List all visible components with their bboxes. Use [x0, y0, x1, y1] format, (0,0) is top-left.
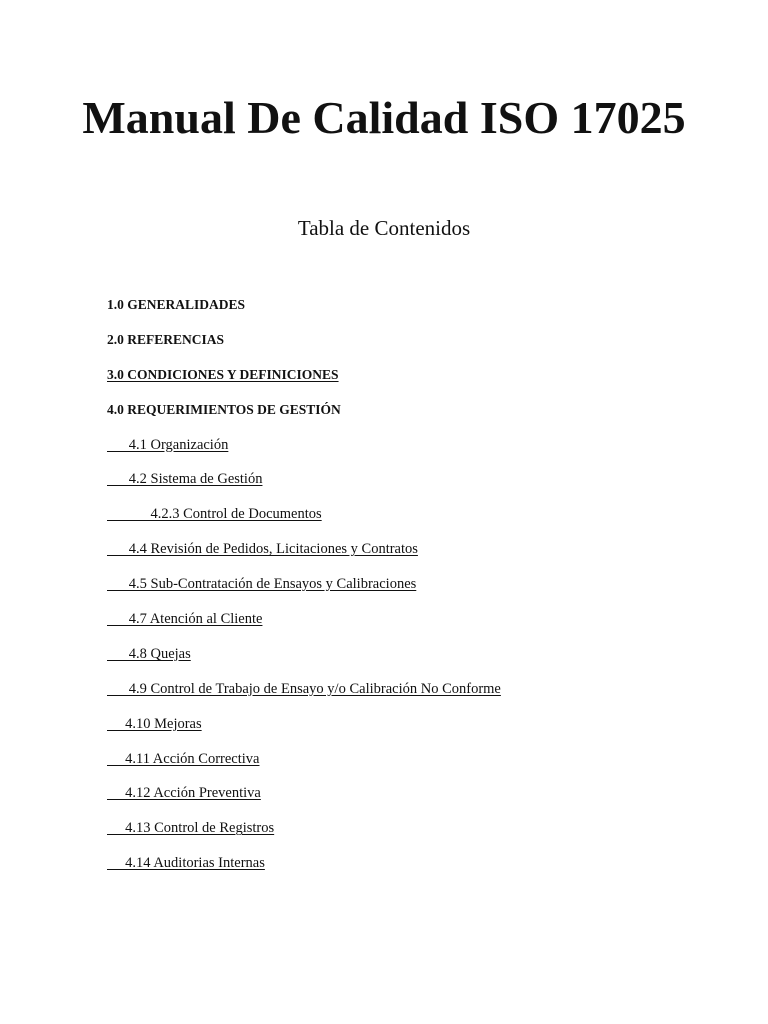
toc-item-4-1[interactable] — [107, 434, 727, 469]
toc-heading: Tabla de Contenidos — [297, 216, 471, 240]
document-title: Manual De Calidad ISO 17025 — [82, 92, 686, 143]
toc-item-2-0[interactable] — [107, 329, 727, 364]
toc-item-4-10[interactable] — [107, 713, 727, 748]
toc-link[interactable]: 4.7 Atención al Cliente — [107, 611, 263, 628]
toc-item-4-2[interactable] — [107, 468, 727, 503]
toc-item-4-11[interactable] — [107, 748, 727, 783]
toc-item-4-8[interactable] — [107, 643, 727, 678]
toc-item-4-13[interactable] — [107, 817, 727, 852]
toc-link[interactable]: 4.0 REQUERIMIENTOS DE GESTIÓN — [107, 401, 341, 417]
toc-link[interactable]: 4.9 Control de Trabajo de Ensayo y/o Calibración No Conforme — [107, 680, 501, 697]
toc-link[interactable]: 3.0 CONDICIONES Y DEFINICIONES — [107, 366, 339, 382]
toc-link[interactable]: 4.14 Auditorias Internas — [107, 855, 265, 872]
toc-link[interactable]: 4.10 Mejoras — [107, 715, 202, 732]
toc-link[interactable]: 4.2.3 Control de Documentos — [107, 506, 322, 523]
toc-link[interactable]: 4.13 Control de Registros — [107, 820, 275, 837]
toc-item-4-9[interactable] — [107, 678, 727, 713]
toc-link[interactable]: 4.11 Acción Correctiva — [107, 750, 260, 767]
toc-item-4-14[interactable] — [107, 852, 727, 887]
toc-link[interactable]: 4.12 Acción Preventiva — [107, 785, 261, 802]
toc-item-1-0[interactable] — [107, 294, 727, 329]
toc-link[interactable]: 4.1 Organización — [107, 436, 229, 453]
toc-item-4-0[interactable] — [107, 399, 727, 434]
toc-link[interactable]: 4.2 Sistema de Gestión — [107, 471, 263, 488]
table-of-contents — [107, 294, 727, 887]
toc-link[interactable]: 4.4 Revisión de Pedidos, Licitaciones y Contratos — [107, 541, 418, 558]
toc-item-4-5[interactable] — [107, 573, 727, 608]
toc-link[interactable]: 4.5 Sub-Contratación de Ensayos y Calibraciones — [107, 576, 417, 593]
toc-link[interactable]: 1.0 GENERALIDADES — [107, 297, 246, 312]
toc-item-4-2-3[interactable] — [107, 503, 727, 538]
toc-item-4-7[interactable] — [107, 608, 727, 643]
toc-item-3-0[interactable] — [107, 364, 727, 399]
toc-item-4-4[interactable] — [107, 538, 727, 573]
toc-item-4-12[interactable] — [107, 782, 727, 817]
toc-link[interactable]: 2.0 REFERENCIAS — [107, 331, 225, 347]
toc-link[interactable]: 4.8 Quejas — [107, 645, 191, 662]
